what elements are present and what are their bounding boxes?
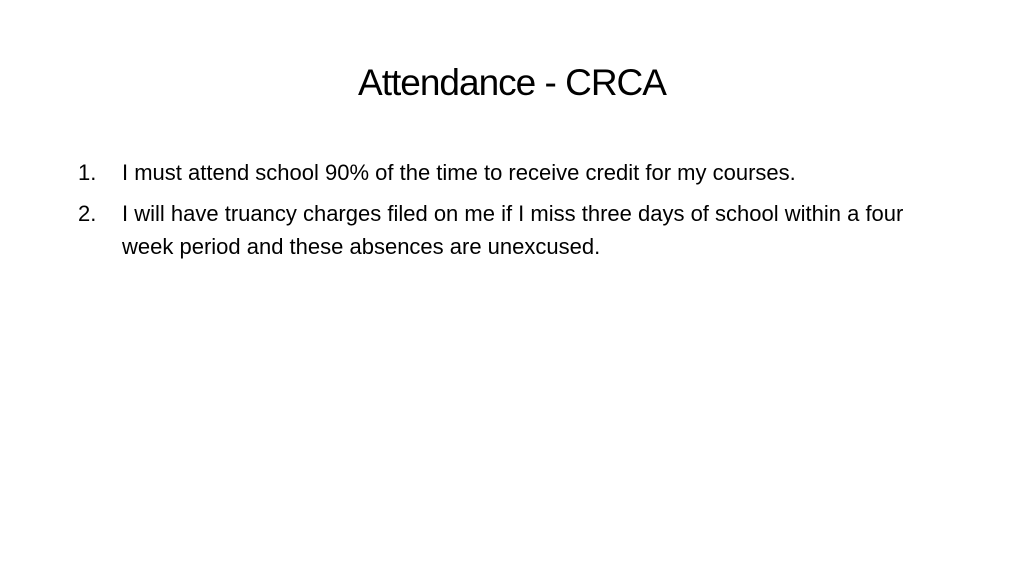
list-item <box>78 197 940 263</box>
list-number: 2. <box>78 201 97 226</box>
list-item <box>78 156 940 189</box>
slide-title: Attendance - CRCA <box>358 62 666 103</box>
list-number: 1. <box>78 160 97 185</box>
list-text: I must attend school 90% of the time to receive credit for my courses. <box>122 160 796 185</box>
numbered-list <box>78 156 940 271</box>
list-text: I will have truancy charges filed on me if I miss three days of school within a four week period and these absences are unexcused. <box>122 201 904 259</box>
